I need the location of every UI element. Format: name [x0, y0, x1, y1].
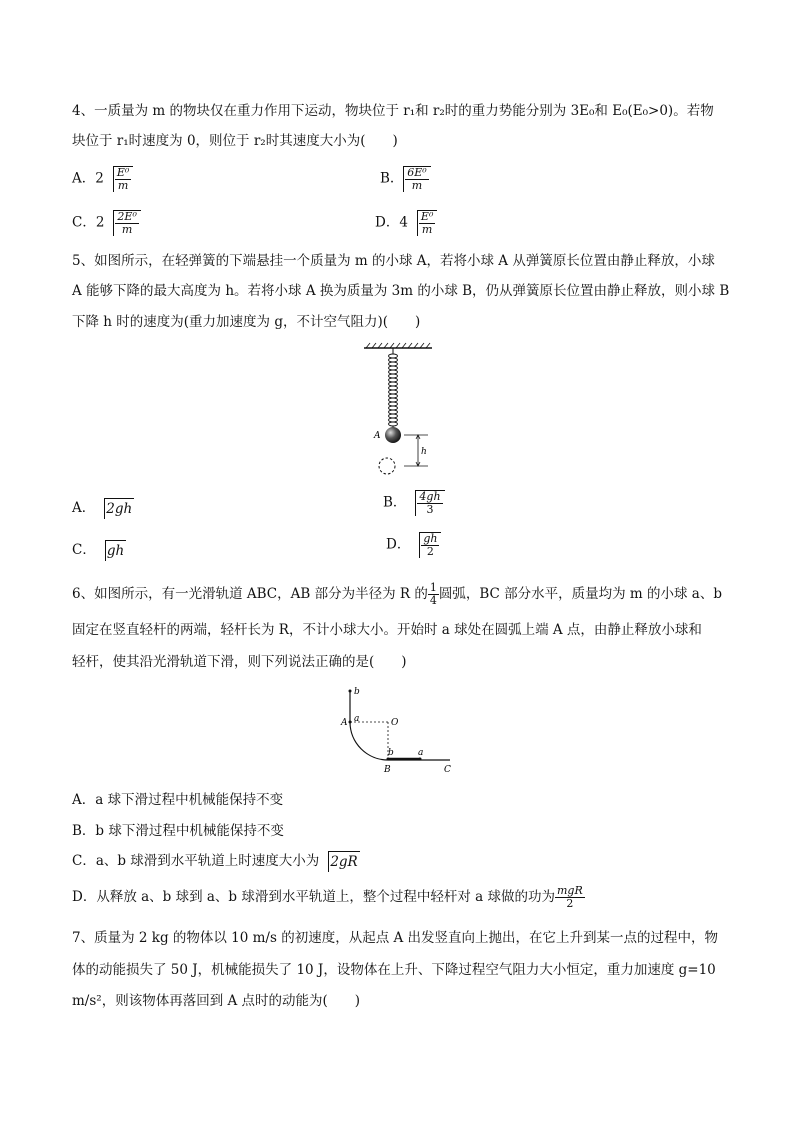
- q5-stem-line3: 下降 h 时的速度为(重力加速度为 g，不计空气阻力)( ): [72, 314, 421, 330]
- spring-diagram: [360, 342, 440, 478]
- q6-option-a: A．a 球下滑过程中机械能保持不变: [72, 792, 284, 808]
- option-label: D．4: [375, 214, 408, 231]
- q7-stem-line1: 7、质量为 2 kg 的物体以 10 m/s 的初速度，从起点 A 出发竖直向上抛出，在它上升到某一点的过程中，物: [72, 930, 719, 946]
- q4-stem-line2: 块位于 r₁时速度为 0，则位于 r₂时其速度大小为( ): [72, 133, 398, 149]
- label-a-low: a: [418, 748, 424, 758]
- ball-a: [385, 427, 401, 443]
- label-h: h: [421, 447, 427, 457]
- q5-option-d: D． $\frac{gh}{2}$: [386, 532, 441, 558]
- label-C: C: [444, 765, 451, 775]
- spring-coil: [389, 354, 398, 426]
- q6-stem-line3: 轻杆，使其沿光滑轨道下滑，则下列说法正确的是( ): [72, 654, 407, 670]
- option-label: A．2: [72, 170, 104, 187]
- label-a-top: a: [354, 714, 360, 724]
- arc-track: [350, 722, 388, 760]
- q5-stem-line2: A 能够下降的最大高度为 h。若将小球 A 换为质量为 3m 的小球 B，仍从弹簧原长位置由静止释放，则小球 B: [72, 283, 730, 299]
- q4-option-d: D．4 $\frac{\text{E⁰}}{m}$: [375, 210, 437, 236]
- q4-stem-line1: 4、一质量为 m 的物块仅在重力作用下运动，物块位于 r₁和 r₂时的重力势能分别为 3E₀和 E₀(E₀>0)。若物: [72, 103, 714, 119]
- label-O: O: [391, 718, 399, 728]
- track-diagram: [338, 685, 458, 777]
- q6-stem-line1: 6、如图所示，有一光滑轨道 ABC，AB 部分为半径为 R 的 $\frac{1}{4}$ 圆弧，BC 部分水平，质量均为 m 的小球 a、b: [72, 581, 723, 607]
- option-label: B.: [380, 170, 395, 187]
- q6-option-b: B．b 球下滑过程中机械能保持不变: [72, 823, 284, 839]
- label-B: B: [384, 765, 391, 775]
- q4-option-a: A．2 $\frac{\text{E⁰}}{m}$: [72, 166, 133, 192]
- q6-option-d: D．从释放 a、b 球到 a、b 球滑到水平轨道上，整个过程中轻杆对 a 球做的功为 $\frac{\text{mgR}}{2}$: [72, 884, 583, 910]
- label-b-low: b: [388, 748, 394, 758]
- q7-stem-line3: m/s²，则该物体再落回到 A 点时的动能为( ): [72, 993, 361, 1009]
- q5-stem-line1: 5、如图所示，在轻弹簧的下端悬挂一个质量为 m 的小球 A，若将小球 A 从弹簧原长位置由静止释放，小球: [72, 253, 715, 269]
- q5-option-a: A． 2gh: [72, 500, 133, 517]
- q6-stem-line2: 固定在竖直轻杆的两端，轻杆长为 R，不计小球大小。开始时 a 球处在圆弧上端 A 点，由静止释放小球和: [72, 622, 702, 638]
- label-b-top: b: [354, 687, 360, 697]
- ball-b-position: [379, 458, 395, 474]
- q6-option-c: C．a、b 球滑到水平轨道上时速度大小为 2gR: [72, 853, 358, 870]
- label-A: A: [341, 718, 348, 728]
- q4-option-c: C．2 $\frac{\text{2E⁰}}{m}$: [72, 210, 141, 236]
- q5-option-b: B． $\frac{4gh}{3}$: [383, 490, 445, 516]
- q4-option-b: B. $\frac{\text{6E⁰}}{m}$: [380, 166, 431, 192]
- q7-stem-line2: 体的动能损失了 50 J，机械能损失了 10 J，设物体在上升、下降过程空气阻力大小恒定，重力加速度 g=10: [72, 962, 716, 978]
- option-label: C．2: [72, 214, 105, 231]
- q5-option-c: C． gh: [72, 542, 125, 559]
- label-a: A: [374, 431, 381, 441]
